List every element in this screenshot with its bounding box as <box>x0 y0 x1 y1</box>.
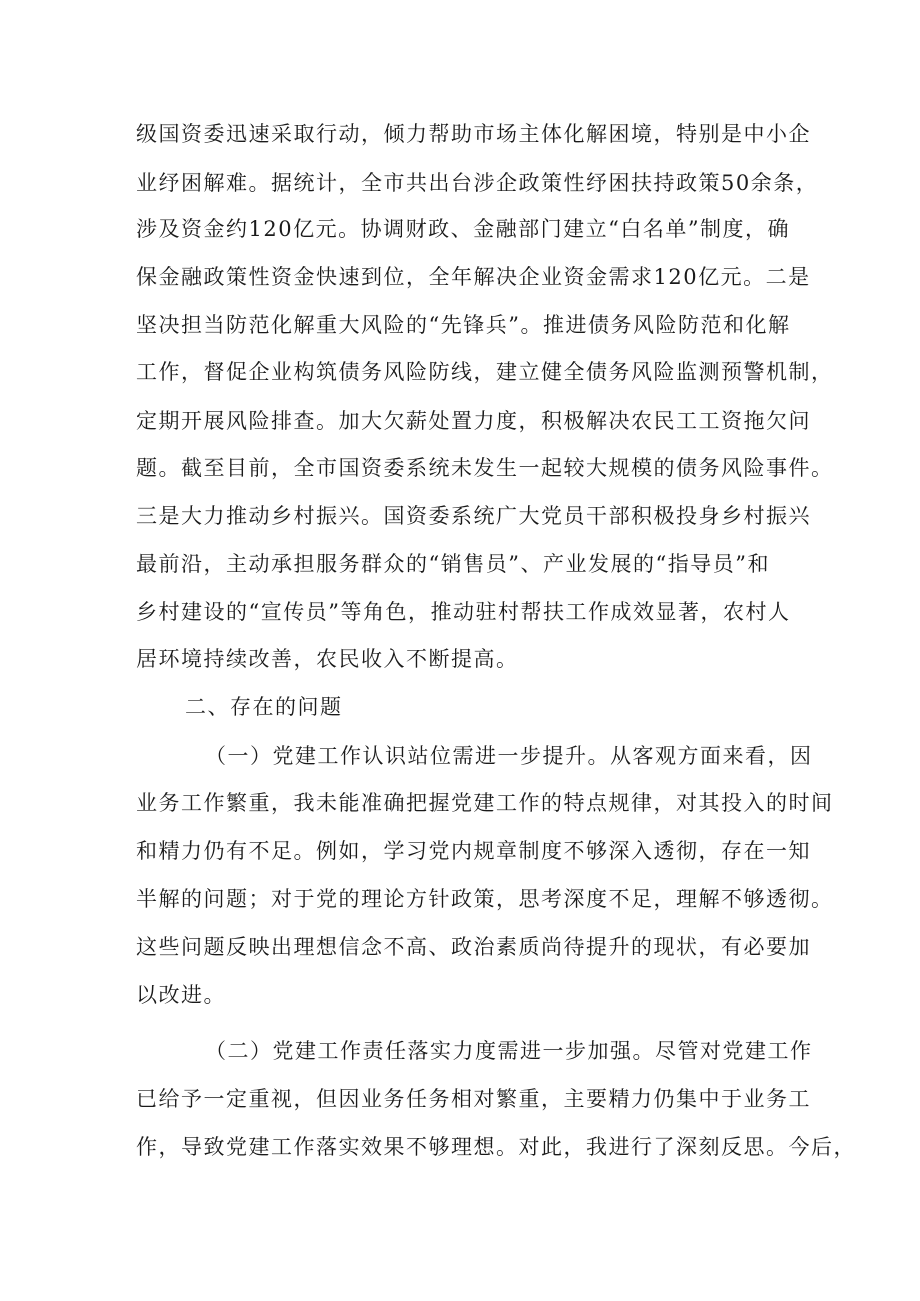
paragraph-heading-line: （一）党建工作认识站位需进一步提升。从客观方面来看，因 <box>205 744 813 768</box>
body-text-line: 居环境持续改善，农民收入不断提高。 <box>136 647 519 671</box>
body-text-line: 定期开展风险排查。加大欠薪处置力度，积极解决农民工工资拖欠问 <box>136 409 811 433</box>
body-text-line: 业纾困解难。据统计，全市共出台涉企政策性纾困扶持政策50余条， <box>136 171 819 195</box>
body-text-line: 保金融政策性资金快速到位，全年解决企业资金需求120亿元。二是 <box>136 265 811 289</box>
paragraph-heading-line: （二）党建工作责任落实力度需进一步加强。尽管对党建工作 <box>205 1039 813 1063</box>
body-text-line: 涉及资金约120亿元。协调财政、金融部门建立“白名单”制度，确 <box>136 217 791 241</box>
body-text-line: 工作，督促企业构筑债务风险防线，建立健全债务风险监测预警机制， <box>136 360 834 384</box>
body-text-line: 已给予一定重视，但因业务任务相对繁重，主要精力仍集中于业务工 <box>136 1087 811 1111</box>
body-text-line: 三是大力推动乡村振兴。国资委系统广大党员干部积极投身乡村振兴 <box>136 504 811 528</box>
body-text-line: 乡村建设的“宣传员”等角色，推动驻村帮扶工作成效显著，农村人 <box>136 600 791 624</box>
body-text-line: 级国资委迅速采取行动，倾力帮助市场主体化解困境，特别是中小企 <box>136 122 811 146</box>
body-text-line: 以改进。 <box>136 983 226 1007</box>
body-text-line: 和精力仍有不足。例如，学习党内规章制度不够深入透彻，存在一知 <box>136 839 811 863</box>
body-text-line: 最前沿，主动承担服务群众的“销售员”、产业发展的“指导员”和 <box>136 552 770 576</box>
body-text-line: 作，导致党建工作落实效果不够理想。对此，我进行了深刻反思。今后， <box>136 1135 856 1159</box>
section-heading: 二、存在的问题 <box>185 695 343 719</box>
body-text-line: 半解的问题；对于党的理论方针政策，思考深度不足，理解不够透彻。 <box>136 887 834 911</box>
body-text-line: 这些问题反映出理想信念不高、政治素质尚待提升的现状，有必要加 <box>136 935 811 959</box>
body-text-line: 坚决担当防范化解重大风险的“先锋兵”。推进债务风险防范和化解 <box>136 313 791 337</box>
body-text-line: 题。截至目前，全市国资委系统未发生一起较大规模的债务风险事件。 <box>136 456 834 480</box>
body-text-line: 业务工作繁重，我未能准确把握党建工作的特点规律，对其投入的时间 <box>136 791 834 815</box>
